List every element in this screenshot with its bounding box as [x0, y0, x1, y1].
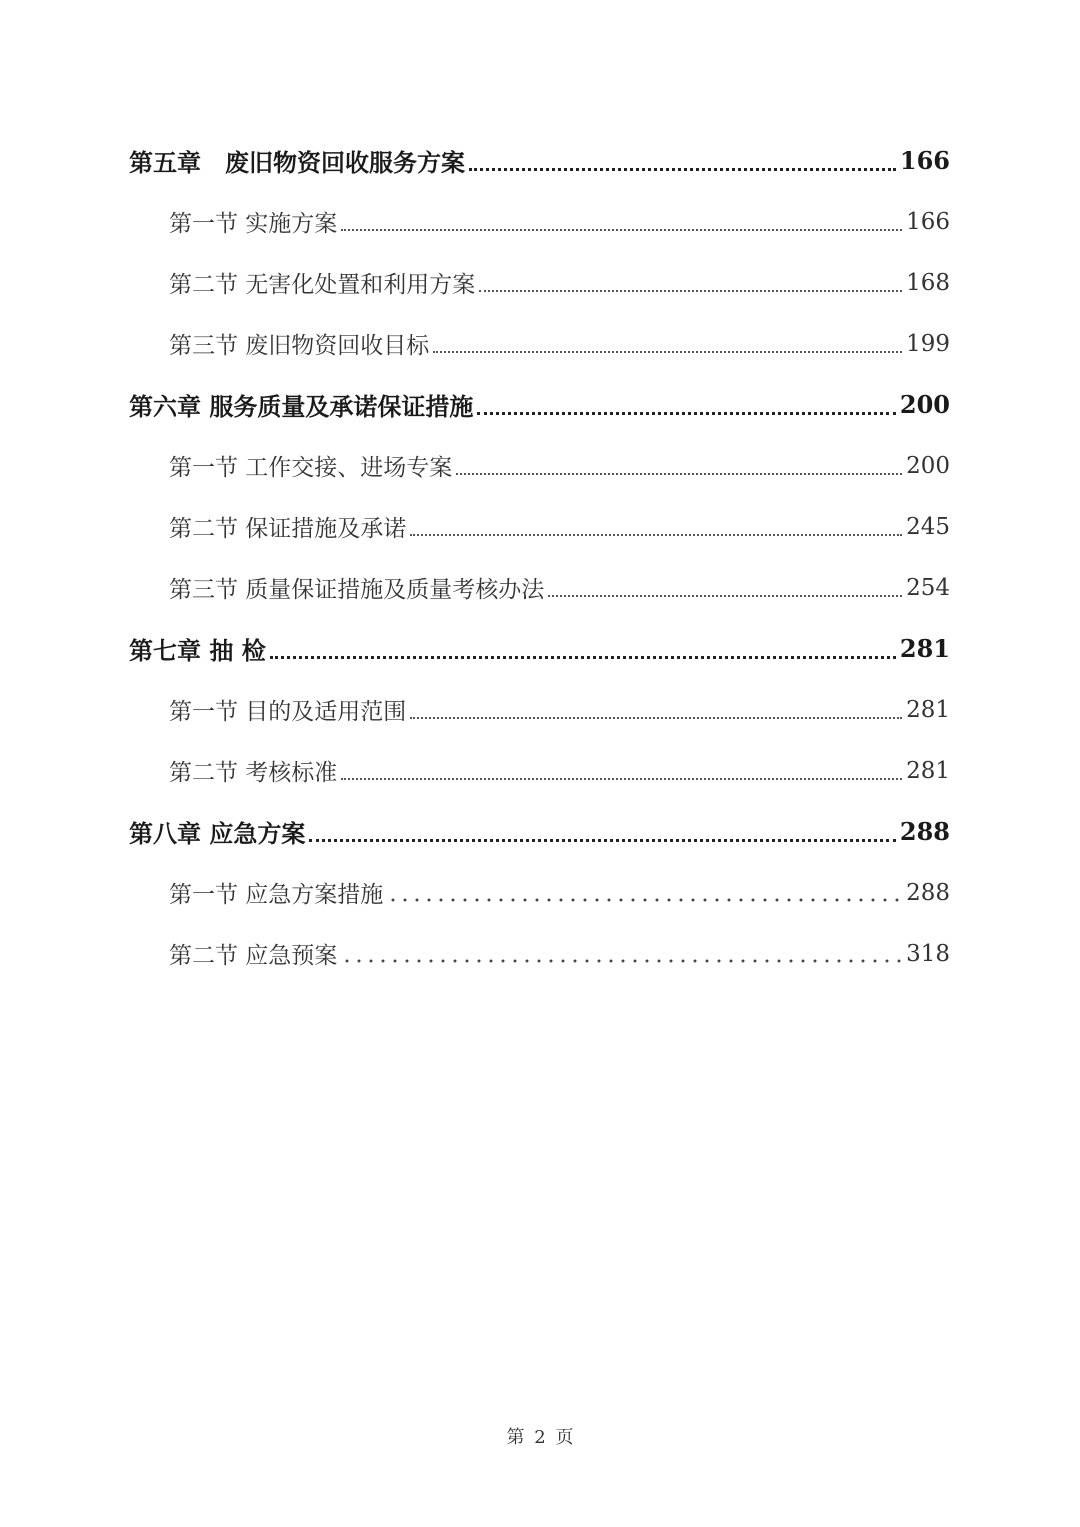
- toc-chapter-7[interactable]: [0, 618, 1080, 679]
- toc-section-7-2[interactable]: [0, 740, 1080, 801]
- toc-page-number: 166: [899, 146, 950, 175]
- toc-section-5-1[interactable]: [0, 191, 1080, 252]
- toc-page-number: 281: [906, 757, 950, 784]
- toc-entry-title: 第七章 抽 检: [129, 636, 266, 665]
- toc-section-6-3[interactable]: [0, 557, 1080, 618]
- toc-entry-title: 第五章 废旧物资回收服务方案: [129, 148, 465, 177]
- toc-section-5-2[interactable]: [0, 252, 1080, 313]
- toc-page-number: 288: [899, 817, 950, 846]
- toc-entry-title: 第二节 保证措施及承诺: [169, 516, 407, 542]
- dot-leader: [309, 838, 896, 842]
- toc-entry-title: 第二节 考核标准: [169, 760, 338, 786]
- page-footer: [0, 1423, 1080, 1449]
- table-of-contents: [0, 130, 1080, 984]
- toc-page-number: 254: [906, 574, 950, 601]
- dot-leader: [456, 472, 902, 475]
- dot-leader: [270, 655, 896, 659]
- toc-page-number: 281: [906, 696, 950, 723]
- dot-leader: [341, 959, 902, 963]
- toc-entry-title: 第一节 目的及适用范围: [169, 699, 407, 725]
- toc-page-number: 245: [906, 513, 950, 540]
- toc-entry-title: 第三节 废旧物资回收目标: [169, 333, 430, 359]
- toc-page-number: 318: [906, 940, 950, 967]
- toc-section-6-1[interactable]: [0, 435, 1080, 496]
- toc-section-8-1[interactable]: [0, 862, 1080, 923]
- dot-leader: [479, 289, 902, 292]
- toc-section-8-2[interactable]: [0, 923, 1080, 984]
- toc-section-5-3[interactable]: [0, 313, 1080, 374]
- toc-entry-title: 第二节 无害化处置和利用方案: [169, 272, 476, 298]
- dot-leader: [410, 716, 902, 719]
- toc-chapter-8[interactable]: [0, 801, 1080, 862]
- dot-leader: [548, 594, 902, 597]
- toc-page-number: 168: [906, 269, 950, 296]
- dot-leader: [469, 167, 896, 171]
- toc-section-7-1[interactable]: [0, 679, 1080, 740]
- dot-leader: [341, 228, 902, 231]
- toc-page-number: 288: [906, 879, 950, 906]
- toc-page-number: 199: [906, 330, 950, 357]
- toc-entry-title: 第一节 工作交接、进场专案: [169, 455, 453, 481]
- toc-entry-title: 第一节 实施方案: [169, 211, 338, 237]
- toc-entry-title: 第八章 应急方案: [129, 819, 306, 848]
- toc-entry-title: 第一节 应急方案措施: [169, 882, 384, 908]
- dot-leader: [477, 411, 896, 415]
- toc-page-number: 200: [899, 390, 950, 419]
- toc-entry-title: 第二节 应急预案: [169, 943, 338, 969]
- dot-leader: [433, 350, 902, 353]
- dot-leader: [410, 533, 902, 536]
- toc-section-6-2[interactable]: [0, 496, 1080, 557]
- toc-chapter-5[interactable]: [0, 130, 1080, 191]
- dot-leader: [341, 777, 902, 780]
- dot-leader: [387, 898, 902, 902]
- page-number-label: 第 2 页: [506, 1427, 574, 1448]
- toc-page-number: 200: [906, 452, 950, 479]
- toc-page-number: 166: [906, 208, 950, 235]
- toc-entry-title: 第三节 质量保证措施及质量考核办法: [169, 577, 545, 603]
- toc-chapter-6[interactable]: [0, 374, 1080, 435]
- toc-entry-title: 第六章 服务质量及承诺保证措施: [129, 392, 474, 421]
- toc-page-number: 281: [899, 634, 950, 663]
